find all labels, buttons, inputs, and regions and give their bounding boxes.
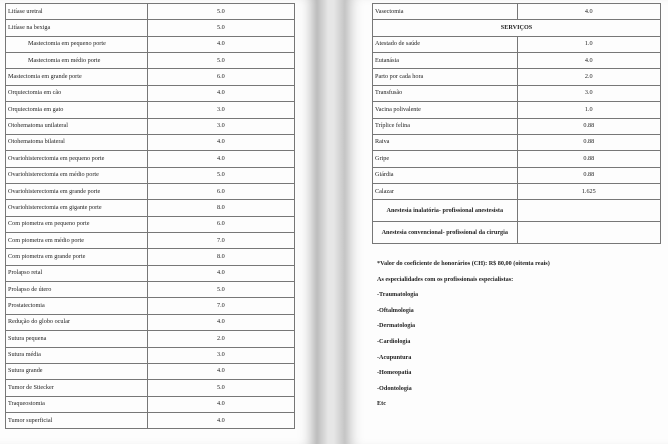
fee-note: *Valor do coeficiente de honorários (CH): R$ 80,00 (oitenta reais) [377, 260, 550, 267]
value-cell: 5.0 [147, 20, 294, 36]
specialties-intro: As especialidades com os profissionais especialistas: [377, 275, 514, 283]
value-cell: 5.0 [147, 4, 294, 20]
value-cell: 4.0 [147, 363, 294, 379]
value-cell: 5.0 [147, 282, 294, 298]
value-cell: 4.0 [517, 4, 660, 20]
procedure-cell: Parto por cada hora [373, 69, 518, 85]
table-row [6, 396, 295, 412]
table-row [6, 102, 295, 118]
right-fee-table [372, 3, 661, 244]
table-row [373, 36, 661, 52]
procedure-cell: Otohematoma bilateral [6, 134, 148, 150]
specialty-item: Etc [377, 400, 386, 408]
procedure-cell: Litíase na bexiga [6, 20, 148, 36]
table-row [6, 85, 295, 101]
table-row [373, 4, 661, 20]
value-cell: 2.0 [517, 69, 660, 85]
value-cell: 4.0 [147, 134, 294, 150]
value-cell: 4.0 [147, 396, 294, 412]
table-row [6, 183, 295, 199]
value-cell: 0.88 [517, 118, 660, 134]
procedure-cell: Mastectomia em médio porte [6, 53, 148, 69]
value-cell: 6.0 [147, 69, 294, 85]
specialty-item: -Odontologia [377, 384, 412, 392]
value-cell: 3.0 [147, 118, 294, 134]
procedure-cell: Com piometra em grande porte [6, 249, 148, 265]
left-page [0, 0, 317, 444]
value-cell: 8.0 [147, 249, 294, 265]
procedure-cell: Prostatectomia [6, 298, 148, 314]
anesthesia-label: Anestesia inalatória- profissional anestesista [373, 200, 518, 222]
procedure-cell: Sutura grande [6, 363, 148, 379]
procedure-cell: Eutanásia [373, 53, 518, 69]
procedure-cell: Litíase uretral [6, 4, 148, 20]
value-cell: 0.88 [517, 167, 660, 183]
specialty-item: -Traumatologia [377, 291, 419, 299]
value-cell: 4.0 [147, 85, 294, 101]
value-cell: 0.88 [517, 151, 660, 167]
procedure-cell: Ovariohisterectomia em médio porte [6, 167, 148, 183]
table-row [6, 200, 295, 216]
table-row [6, 249, 295, 265]
value-cell: 4.0 [147, 265, 294, 281]
anesthesia-row [373, 222, 661, 244]
table-row [6, 167, 295, 183]
procedure-cell: Prolapso retal [6, 265, 148, 281]
table-row [6, 36, 295, 52]
specialties-list [377, 292, 657, 417]
specialty-item: -Oftalmologia [377, 306, 414, 314]
value-cell: 4.0 [517, 53, 660, 69]
procedure-cell: Mastectomia em grande porte [6, 69, 148, 85]
procedure-cell: Tumor de Stiecker [6, 380, 148, 396]
left-fee-table [5, 3, 295, 429]
specialty-item: -Homeopatia [377, 369, 412, 377]
value-cell: 5.0 [147, 380, 294, 396]
table-row [6, 298, 295, 314]
section-header: SERVIÇOS [373, 20, 661, 36]
value-cell: 1.0 [517, 102, 660, 118]
procedure-cell: Tumor superficial [6, 412, 148, 428]
table-row [6, 282, 295, 298]
value-cell: 5.0 [147, 53, 294, 69]
procedure-cell: Orquiectomia em gato [6, 102, 148, 118]
value-cell: 8.0 [147, 200, 294, 216]
book-gutter [317, 0, 345, 444]
value-cell: 4.0 [147, 36, 294, 52]
procedure-cell: Vacina polivalente [373, 102, 518, 118]
specialty-item: -Cardiologia [377, 337, 411, 345]
table-row [6, 347, 295, 363]
value-cell [517, 200, 660, 222]
table-row [6, 53, 295, 69]
procedure-cell: Giárdia [373, 167, 518, 183]
procedure-cell: Traqueostomia [6, 396, 148, 412]
table-row [6, 4, 295, 20]
procedure-cell: Raiva [373, 134, 518, 150]
anesthesia-label: Anestesia convencional- profissional da cirurgia [373, 222, 518, 244]
table-row [6, 412, 295, 428]
table-row [6, 265, 295, 281]
procedure-cell: Ovariohisterectomia em pequeno porte [6, 151, 148, 167]
value-cell: 6.0 [147, 183, 294, 199]
table-row [6, 134, 295, 150]
value-cell: 4.0 [147, 314, 294, 330]
procedure-cell: Com piometra em pequeno porte [6, 216, 148, 232]
value-cell: 3.0 [517, 85, 660, 101]
table-row [373, 102, 661, 118]
procedure-cell: Sutura pequena [6, 331, 148, 347]
value-cell: 5.0 [147, 167, 294, 183]
value-cell: 2.0 [147, 331, 294, 347]
procedure-cell: Com piometra em médio porte [6, 233, 148, 249]
value-cell: 7.0 [147, 298, 294, 314]
specialty-item: -Acupuntura [377, 353, 412, 361]
value-cell: 3.0 [147, 102, 294, 118]
anesthesia-row [373, 200, 661, 222]
table-row [373, 53, 661, 69]
value-cell: 7.0 [147, 233, 294, 249]
table-row [373, 69, 661, 85]
procedure-cell: Otohematoma unilateral [6, 118, 148, 134]
value-cell: 4.0 [147, 412, 294, 428]
procedure-cell: Ovariohisterectomia em gigante porte [6, 200, 148, 216]
table-row [373, 183, 661, 199]
procedure-cell: Sutura média [6, 347, 148, 363]
specialty-item: -Dermatologia [377, 322, 416, 330]
table-row [6, 331, 295, 347]
table-row [6, 380, 295, 396]
procedure-cell: Gripe [373, 151, 518, 167]
procedure-cell: Prolapso de útero [6, 282, 148, 298]
table-row [6, 233, 295, 249]
procedure-cell: Calazar [373, 183, 518, 199]
table-row [373, 134, 661, 150]
value-cell: 6.0 [147, 216, 294, 232]
procedure-cell: Vasectomia [373, 4, 518, 20]
table-row [6, 314, 295, 330]
table-row [373, 85, 661, 101]
procedure-cell: Atestado de saúde [373, 36, 518, 52]
procedure-cell: Ovariohisterectomia em grande porte [6, 183, 148, 199]
table-row [373, 167, 661, 183]
procedure-cell: Redução do globo ocular [6, 314, 148, 330]
procedure-cell: Mastectomia em pequeno porte [6, 36, 148, 52]
value-cell [517, 222, 660, 244]
table-row [373, 118, 661, 134]
value-cell: 1.0 [517, 36, 660, 52]
table-row [6, 69, 295, 85]
table-row [6, 20, 295, 36]
procedure-cell: Tríplice felina [373, 118, 518, 134]
table-row [6, 151, 295, 167]
procedure-cell: Transfusão [373, 85, 518, 101]
value-cell: 3.0 [147, 347, 294, 363]
notes-block [377, 261, 657, 417]
section-header-row [373, 20, 661, 36]
value-cell: 0.88 [517, 134, 660, 150]
procedure-cell: Orquiectomia em cão [6, 85, 148, 101]
table-row [6, 216, 295, 232]
value-cell: 4.0 [147, 151, 294, 167]
table-row [6, 118, 295, 134]
table-row [6, 363, 295, 379]
value-cell: 1.625 [517, 183, 660, 199]
table-row [373, 151, 661, 167]
